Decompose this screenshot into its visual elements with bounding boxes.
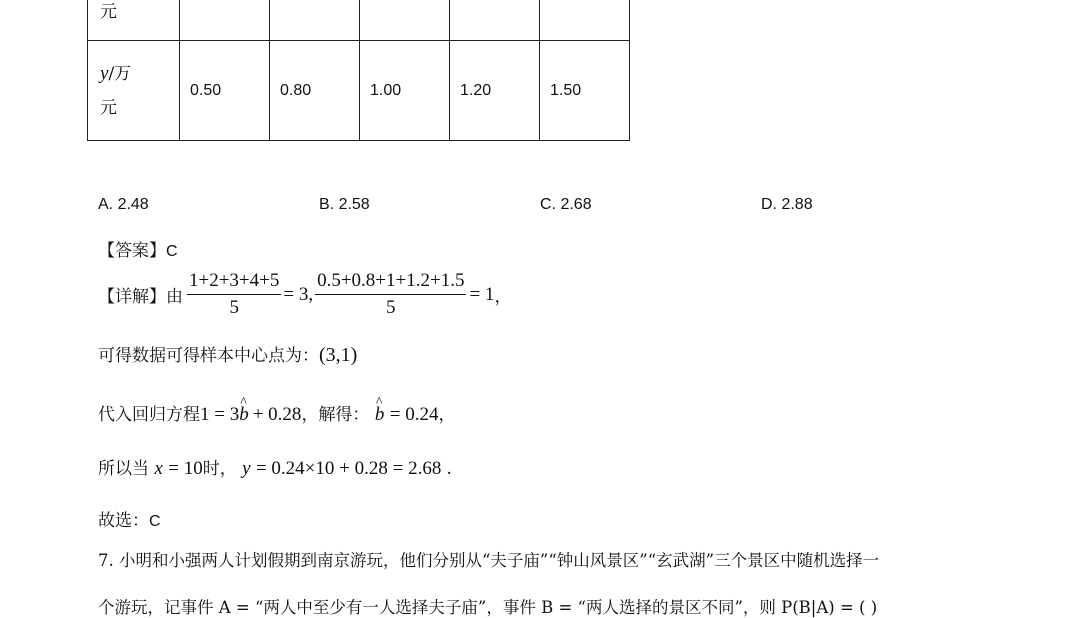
regression-end: ， [438, 405, 456, 425]
prediction-end: . [446, 458, 452, 479]
prediction-math: = 0.24×10 + 0.28 = 2.68 [255, 458, 442, 479]
table-cell [180, 0, 270, 41]
row-label-y-var: y [100, 63, 109, 85]
table-cell-y-1: 0.50 [180, 41, 270, 141]
equals-3: = 3, [283, 283, 314, 305]
regression-line [98, 400, 455, 426]
option-b: B. 2.58 [319, 196, 370, 213]
prediction-line [98, 454, 452, 480]
question-7-line-1: 7. 小明和小强两人计划假期到南京游玩，他们分别从“夫子庙”“钟山风景区”“玄武湖”三个景区中随机选择一 [98, 551, 880, 570]
choose-label: 故选： [98, 511, 149, 531]
prediction-text2: 时， [202, 459, 237, 479]
option-d: D. 2.88 [761, 196, 813, 213]
table-cell-y-3: 1.00 [360, 41, 450, 141]
table-cell [360, 0, 450, 41]
solve-text: ，解得： [301, 405, 370, 425]
table-cell-y-2: 0.80 [270, 41, 360, 141]
center-point-math: (3,1) [319, 344, 358, 366]
regression-text: 代入回归方程 [98, 405, 200, 425]
answer-label: 【答案】 [98, 241, 166, 261]
b-hat-2: ^ b [375, 404, 385, 426]
fraction-1-numerator: 1+2+3+4+5 [187, 270, 281, 295]
detail-line [98, 270, 511, 319]
detail-end: ， [494, 287, 512, 307]
fraction-1 [187, 270, 281, 319]
regression-math-c: = 0.24 [389, 404, 439, 425]
table-row-y [88, 41, 630, 141]
equals-1: = 1 [469, 283, 495, 305]
choose-value: C [149, 513, 161, 530]
row-label-x-unit: 元 [100, 2, 117, 23]
table-cell [450, 0, 540, 41]
var-x: x [154, 458, 163, 479]
x-equals: = 10 [168, 458, 203, 479]
var-y: y [242, 458, 251, 479]
fraction-2-denominator: 5 [386, 297, 396, 318]
regression-math-b: + 0.28 [252, 404, 302, 425]
answer-value: C [166, 243, 178, 260]
row-label-x [88, 0, 180, 41]
table-cell-y-5: 1.50 [540, 41, 630, 141]
question-7-line-2: 个游玩，记事件 A = “两人中至少有一人选择夫子庙”，事件 B = “两人选择的景区不同”，则 P(B|A) = ( ) [98, 598, 878, 617]
table-row-x [88, 0, 630, 41]
table-cell-y-4: 1.20 [450, 41, 540, 141]
table-cell [270, 0, 360, 41]
row-label-y-unit: /万 [108, 64, 132, 85]
fraction-2-numerator: 0.5+0.8+1+1.2+1.5 [315, 270, 466, 295]
data-table [87, 0, 630, 141]
table-cell [540, 0, 630, 41]
row-label-y [88, 41, 180, 141]
option-a: A. 2.48 [98, 196, 149, 213]
b-hat-1: ^ b [239, 404, 249, 426]
detail-label: 【详解】 [98, 287, 166, 307]
option-c: C. 2.68 [540, 196, 592, 213]
answer-line [98, 236, 178, 261]
fraction-1-denominator: 5 [229, 297, 239, 318]
prediction-text: 所以当 [98, 459, 149, 479]
row-label-y-unit-cont: 元 [100, 98, 117, 119]
choose-line [98, 506, 161, 531]
fraction-2 [315, 270, 466, 319]
center-point-text: 可得数据可得样本中心点为： [98, 346, 319, 366]
detail-prefix: 由 [166, 287, 183, 307]
regression-math-a: 1 = 3 [200, 404, 240, 425]
center-point-line [98, 341, 357, 367]
